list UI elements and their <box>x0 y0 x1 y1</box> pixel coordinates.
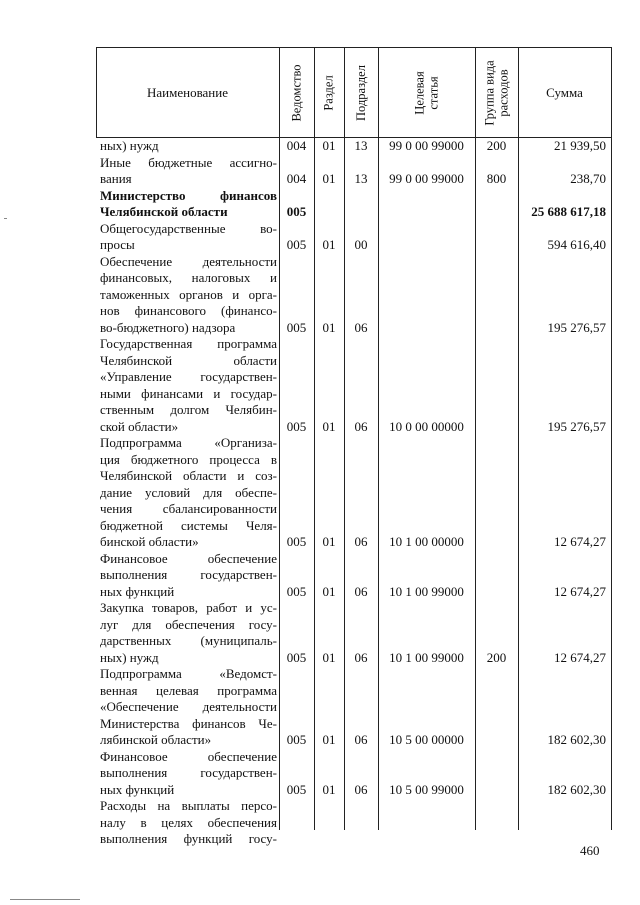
row-vedomstvo: 005 <box>286 418 307 434</box>
row-name-line: дание условий для обеспе- <box>100 484 277 500</box>
row-vedomstvo: 005 <box>286 781 307 797</box>
row-summa: 12 674,27 <box>554 534 606 549</box>
row-name-line: Министерства финансов Че- <box>100 715 277 731</box>
row-podrazdel: 06 <box>354 418 368 434</box>
row-name-line: Подпрограмма «Ведомст- <box>100 666 277 681</box>
row-name-line: вания <box>100 171 132 186</box>
row-podrazdel: 13 <box>354 171 368 186</box>
row-name-line: нов финансового (финансо- <box>100 303 277 318</box>
row-name-line: ственным долгом Челябин- <box>100 402 277 417</box>
header-celevaya: Целевая статья <box>412 70 441 115</box>
row-razdel: 01 <box>322 237 336 252</box>
row-vedomstvo: 005 <box>286 583 307 599</box>
row-name-line: Закупка товаров, работ и ус- <box>100 600 277 615</box>
row-name-line: ными финансами и государ- <box>100 385 277 401</box>
header-vedomstvo: Ведомство <box>289 63 304 122</box>
footer-rule <box>10 899 80 900</box>
row-summa: 12 674,27 <box>554 583 606 599</box>
row-podrazdel: 06 <box>354 319 368 335</box>
row-podrazdel: 13 <box>354 138 368 153</box>
row-name-line: выполнения государствен- <box>100 765 277 780</box>
row-podrazdel: 06 <box>354 732 368 747</box>
col-border <box>344 47 345 830</box>
row-name-line: «Управление государствен- <box>100 369 277 384</box>
col-border <box>518 47 519 830</box>
row-summa: 21 939,50 <box>554 138 606 153</box>
header-razdel: Раздел <box>322 74 337 111</box>
row-name-line: Челябинской области <box>100 352 277 368</box>
row-name-line: выполнения государствен- <box>100 567 277 582</box>
row-name-line: Подпрограмма «Организа- <box>100 435 277 450</box>
row-celevaya: 10 5 00 99000 <box>389 781 464 797</box>
row-name-line: «Обеспечение деятельности <box>100 699 277 714</box>
row-vedomstvo: 005 <box>286 732 307 747</box>
row-celevaya: 99 0 00 99000 <box>389 138 464 153</box>
row-podrazdel: 06 <box>354 649 368 665</box>
row-razdel: 01 <box>322 418 336 434</box>
row-name-line: бинской области» <box>100 534 199 549</box>
row-name-line: лябинской области» <box>100 732 212 747</box>
row-summa: 182 602,30 <box>547 732 606 747</box>
row-podrazdel: 00 <box>354 237 368 252</box>
row-razdel: 01 <box>322 781 336 797</box>
row-vedomstvo: 005 <box>286 204 307 219</box>
row-vedomstvo: 005 <box>286 237 307 252</box>
row-name <box>100 551 277 601</box>
row-razdel: 01 <box>322 534 336 549</box>
row-name-line: чения сбалансированности <box>100 501 277 516</box>
row-name <box>100 435 277 551</box>
row-name <box>100 749 277 799</box>
row-vedomstvo: 005 <box>286 319 307 335</box>
row-gruppa: 200 <box>486 649 507 665</box>
col-border <box>279 47 280 830</box>
row-name-line: Иные бюджетные ассигно- <box>100 154 277 170</box>
row-name-line: венная целевая программа <box>100 682 277 698</box>
row-celevaya: 10 5 00 00000 <box>389 732 464 747</box>
row-vedomstvo: 004 <box>286 171 307 186</box>
row-name-line: Челябинской области и соз- <box>100 468 277 483</box>
row-name-line: Общегосударственные во- <box>100 220 277 236</box>
row-name-line: Финансовое обеспечение <box>100 748 277 764</box>
row-summa: 238,70 <box>570 171 606 186</box>
row-vedomstvo: 005 <box>286 534 307 549</box>
row-name-line: Обеспечение деятельности <box>100 253 277 269</box>
row-celevaya: 10 1 00 99000 <box>389 583 464 599</box>
row-name <box>100 221 277 254</box>
row-celevaya: 10 1 00 00000 <box>389 534 464 549</box>
row-name-line: дарственных (муниципаль- <box>100 633 277 648</box>
row-summa: 594 616,40 <box>547 237 606 252</box>
row-name <box>100 336 277 435</box>
row-name-line: бюджетной системы Челя- <box>100 517 277 533</box>
row-vedomstvo: 004 <box>286 138 307 153</box>
row-name-line: ных) нужд <box>100 138 159 153</box>
row-razdel: 01 <box>322 138 336 153</box>
row-name-line: ных функций <box>100 781 175 797</box>
page-number: 460 <box>580 843 600 858</box>
row-summa: 195 276,57 <box>547 319 606 335</box>
row-name <box>100 254 277 337</box>
row-name-line: Государственная программа <box>100 336 277 351</box>
col-border <box>475 47 476 830</box>
row-name-line: Министерство финансов <box>100 187 277 203</box>
row-celevaya: 99 0 00 99000 <box>389 171 464 186</box>
row-gruppa: 200 <box>486 138 507 153</box>
row-name <box>100 798 277 848</box>
row-name-line: луг для обеспечения госу- <box>100 616 277 632</box>
row-name-line: выполнения функций госу- <box>100 831 277 846</box>
row-vedomstvo: 005 <box>286 649 307 665</box>
row-name-line: Финансовое обеспечение <box>100 550 277 566</box>
row-name-line: просы <box>100 237 135 252</box>
row-razdel: 01 <box>322 732 336 747</box>
row-celevaya: 10 1 00 99000 <box>389 649 464 665</box>
col-border <box>314 47 315 830</box>
row-name <box>100 600 277 666</box>
header-podrazdel: Подраздел <box>354 64 368 121</box>
col-border <box>378 47 379 830</box>
row-name-line: Расходы на выплаты персо- <box>100 798 277 813</box>
row-name-line: ция бюджетного процесса в <box>100 451 277 467</box>
row-razdel: 01 <box>322 319 336 335</box>
col-border <box>611 47 612 830</box>
row-name <box>100 155 277 188</box>
row-name <box>100 188 277 221</box>
row-razdel: 01 <box>322 171 336 186</box>
row-summa: 25 688 617,18 <box>531 204 606 219</box>
row-podrazdel: 06 <box>354 534 368 549</box>
row-name-line: ской области» <box>100 418 179 434</box>
row-name-line: во-бюджетного) надзора <box>100 319 236 335</box>
row-celevaya: 10 0 00 00000 <box>389 418 464 434</box>
row-name-line: ных функций <box>100 583 175 599</box>
row-summa: 12 674,27 <box>554 649 606 665</box>
header-gruppa: Группа вида расходов <box>482 59 511 126</box>
row-name-line: таможенных органов и орга- <box>100 286 277 302</box>
row-gruppa: 800 <box>486 171 507 186</box>
row-razdel: 01 <box>322 649 336 665</box>
row-summa: 195 276,57 <box>547 418 606 434</box>
row-name-line: налу в целях обеспечения <box>100 814 277 830</box>
row-name <box>100 138 277 155</box>
row-name-line: финансовых, налоговых и <box>100 270 277 285</box>
row-name <box>100 666 277 749</box>
header-summa: Сумма <box>546 84 583 100</box>
row-podrazdel: 06 <box>354 781 368 797</box>
row-podrazdel: 06 <box>354 583 368 599</box>
row-name-line: Челябинской области <box>100 204 228 219</box>
row-name-line: ных) нужд <box>100 649 159 665</box>
margin-tick <box>4 218 7 219</box>
header-name: Наименование <box>147 84 228 100</box>
row-razdel: 01 <box>322 583 336 599</box>
row-summa: 182 602,30 <box>547 781 606 797</box>
